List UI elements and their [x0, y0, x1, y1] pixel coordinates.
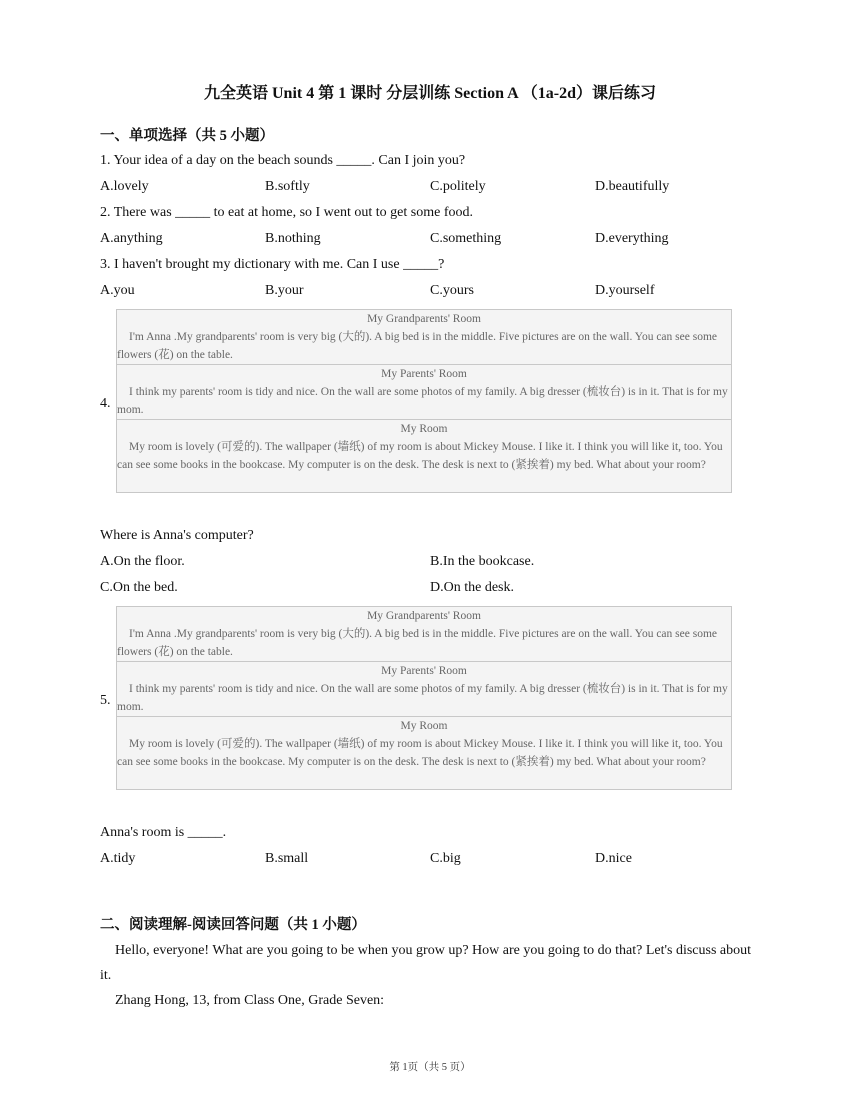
q5-option-b: B.small: [265, 851, 309, 866]
q3-option-c: C.yours: [430, 283, 474, 298]
page-footer: 第 1页（共 5 页）: [389, 1062, 471, 1073]
question-1-stem: 1. Your idea of a day on the beach sounds _____. Can I join you?: [100, 153, 466, 168]
passage-text: My room is lovely (可爱的). The wallpaper (墙纸) of my room is about Mickey Mouse. I like it. I think you will like it, too. You can see some books in the bookcase. My computer is on the desk. The desk is next to (紧挨着) my bed. What about your room?: [117, 441, 723, 471]
q3-option-b: B.your: [265, 283, 304, 298]
q2-option-a: A.anything: [100, 231, 163, 246]
passage-parents-room: [117, 662, 731, 717]
passage-grandparents-room: [117, 310, 731, 365]
q4-option-c: C.On the bed.: [100, 580, 178, 595]
passage-image-q4: [116, 309, 732, 493]
question-2-stem: 2. There was _____ to eat at home, so I went out to get some food.: [100, 205, 473, 220]
section-heading-reading: 二、阅读理解-阅读回答问题（共 1 小题）: [100, 917, 366, 933]
q5-option-c: C.big: [430, 851, 461, 866]
passage-heading: My Grandparents' Room: [367, 313, 481, 325]
q2-option-c: C.something: [430, 231, 502, 246]
q5-option-a: A.tidy: [100, 851, 136, 866]
q1-option-d: D.beautifully: [595, 179, 670, 194]
q2-option-b: B.nothing: [265, 231, 321, 246]
q1-option-c: C.politely: [430, 179, 486, 194]
q2-option-d: D.everything: [595, 231, 669, 246]
passage-text: I think my parents' room is tidy and nice. On the wall are some photos of my family. A big dresser (梳妆台) is in it. That is for my mom.: [117, 683, 728, 713]
question-4-stem: Where is Anna's computer?: [100, 528, 254, 543]
passage-my-room: [117, 420, 731, 492]
page-title: 九全英语 Unit 4 第 1 课时 分层训练 Section A （1a-2d）课后练习: [203, 85, 657, 102]
q1-option-a: A.lovely: [100, 179, 149, 194]
question-4-number: 4.: [100, 396, 111, 411]
question-3-stem: 3. I haven't brought my dictionary with me. Can I use _____?: [100, 257, 445, 272]
section-heading-multiple-choice: 一、单项选择（共 5 小题）: [100, 128, 274, 144]
q5-option-d: D.nice: [595, 851, 632, 866]
q4-option-a: A.On the floor.: [100, 554, 185, 569]
reading-paragraph-1: Hello, everyone! What are you going to be when you grow up? How are you going to do that? Let's discuss about it.: [100, 943, 752, 983]
passage-heading: My Parents' Room: [381, 665, 467, 677]
q3-option-a: A.you: [100, 283, 135, 298]
passage-text: I'm Anna .My grandparents' room is very big (大的). A big bed is in the middle. Five pictures are on the wall. You can see some flowers (花) on the table.: [117, 331, 717, 361]
passage-heading: My Parents' Room: [381, 368, 467, 380]
passage-text: I'm Anna .My grandparents' room is very big (大的). A big bed is in the middle. Five pictures are on the wall. You can see some flowers (花) on the table.: [117, 628, 717, 658]
passage-text: I think my parents' room is tidy and nice. On the wall are some photos of my family. A big dresser (梳妆台) is in it. That is for my mom.: [117, 386, 728, 416]
q3-option-d: D.yourself: [595, 283, 655, 298]
passage-text: My room is lovely (可爱的). The wallpaper (墙纸) of my room is about Mickey Mouse. I like it. I think you will like it, too. You can see some books in the bookcase. My computer is on the desk. The desk is next to (紧挨着) my bed. What about your room?: [117, 738, 723, 768]
reading-paragraph-2: Zhang Hong, 13, from Class One, Grade Seven:: [115, 993, 385, 1008]
passage-parents-room: [117, 365, 731, 420]
q4-option-b: B.In the bookcase.: [430, 554, 535, 569]
passage-heading: My Room: [400, 423, 448, 435]
passage-image-q5: [116, 606, 732, 790]
q1-option-b: B.softly: [265, 179, 310, 194]
passage-grandparents-room: [117, 607, 731, 662]
passage-heading: My Grandparents' Room: [367, 610, 481, 622]
passage-heading: My Room: [400, 720, 448, 732]
q4-option-d: D.On the desk.: [430, 580, 514, 595]
question-5-stem: Anna's room is _____.: [100, 825, 227, 840]
question-5-number: 5.: [100, 693, 111, 708]
passage-my-room: [117, 717, 731, 789]
